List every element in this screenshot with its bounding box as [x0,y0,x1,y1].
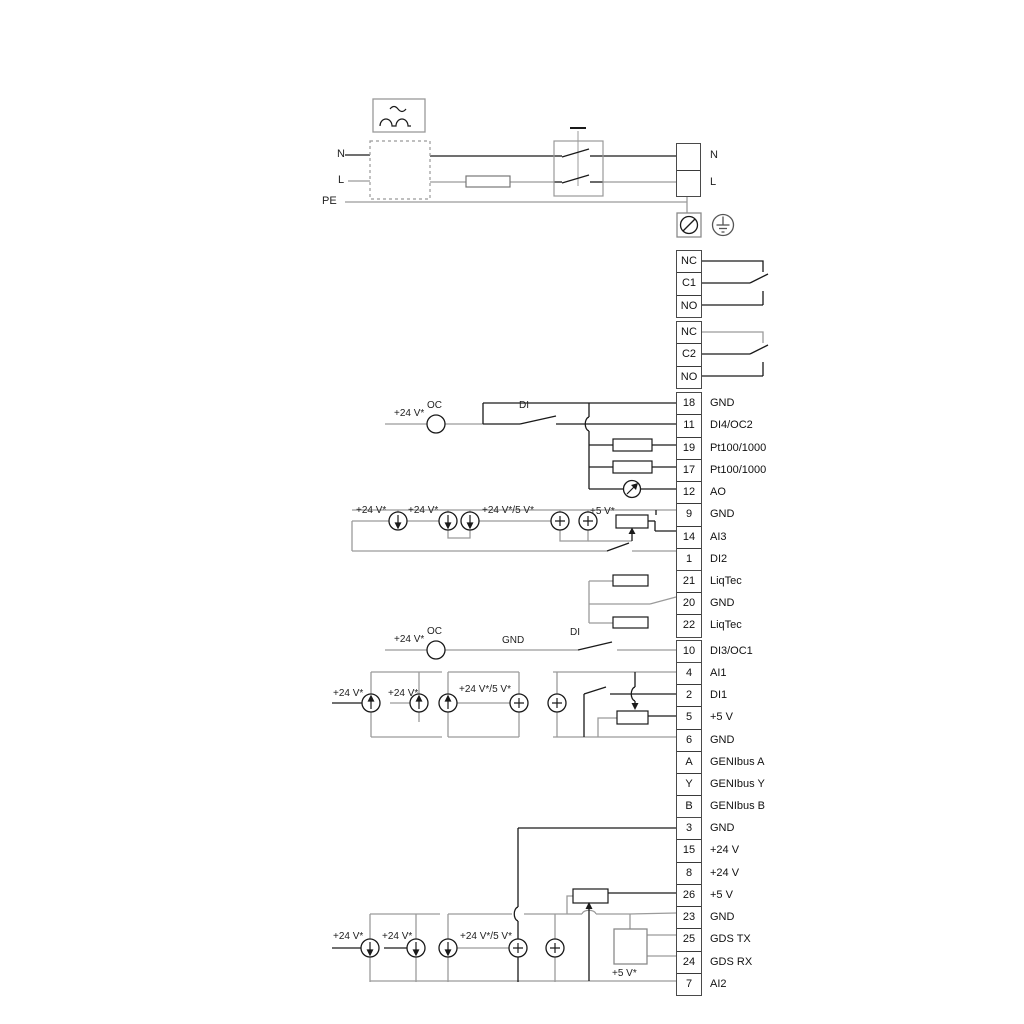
mains-l-label: L [338,174,345,186]
terminal-id: 23 [682,911,696,924]
v24-label: +24 V* [356,505,387,516]
oc-label: OC [427,626,442,637]
v24-label: +24 V* [333,931,364,942]
terminal-id: 2 [685,689,693,702]
terminal-id: 4 [685,667,693,679]
terminal-row [677,884,733,906]
meter-icon [624,481,641,498]
filter-dashed-box [370,141,430,199]
potentiometer-icon [616,515,648,528]
terminal-row [677,795,766,817]
terminal-l-label: L [710,176,717,188]
terminal-row [677,663,727,684]
terminal-block-io-lower [676,817,753,996]
resistor-icon [613,439,652,451]
terminal-id: 11 [683,419,695,432]
terminal-label: GND [710,508,735,521]
v24-label: +24 V* [408,505,439,516]
terminal-label: +5 V [710,888,733,901]
terminal-row [677,295,701,317]
terminal-block-di3 [676,640,753,663]
terminal-label: GENIbus Y [710,777,765,790]
v24-v5-label: +24 V*/5 V* [459,684,511,695]
terminal-id: 5 [685,711,693,724]
terminal-label: DI3/OC1 [710,645,753,657]
terminal-id: 24 [682,955,696,968]
terminal-id: 18 [682,397,696,409]
resistor-icon [613,461,652,473]
terminal-label: DI4/OC2 [710,419,753,432]
terminal-block-io-mid [676,662,766,818]
terminal-id: NO [680,299,698,312]
fuse-icon [466,176,510,187]
terminal-label: LiqTec [710,619,742,632]
terminal-row [677,818,735,839]
terminal-label: AO [710,486,726,499]
terminal-label: GDS TX [710,933,751,946]
v5-label: +5 V* [590,506,615,517]
v24-label: +24 V* [382,931,413,942]
terminal-id: C2 [681,348,697,361]
di-label: DI [570,627,580,638]
terminal-label: DI2 [710,553,728,566]
terminal-row [677,414,753,436]
terminal-label: LiqTec [710,575,742,587]
terminal-row [677,729,735,751]
terminal-row [677,144,700,170]
terminal-block-mains [676,143,701,197]
terminal-row [677,526,727,548]
terminal-row [677,366,701,388]
terminal-id: 21 [682,575,696,587]
terminal-id: NC [681,255,697,267]
terminal-row [677,548,728,570]
terminal-id: B [685,800,693,813]
terminal-row [677,322,701,343]
terminal-id: 7 [685,978,693,991]
terminal-id: 1 [685,553,693,566]
terminal-label: AI3 [710,530,727,543]
terminal-row [677,641,753,662]
terminal-label: GND [710,397,735,409]
terminal-row [677,839,740,861]
terminal-row [677,272,701,294]
terminal-id: 19 [682,441,696,454]
terminal-label: +24 V [710,866,740,879]
terminal-label: +5 V [710,711,733,724]
terminal-row [677,684,728,706]
terminal-block-io-upper [676,392,767,571]
terminal-label: GND [710,733,735,746]
terminal-row [677,571,742,592]
terminal-row [677,481,726,503]
gds-sensor-box [614,929,647,964]
terminal-row [677,706,733,728]
terminal-id: 22 [682,619,696,632]
di-label: DI [519,400,529,411]
current-source-down-icon [361,512,479,957]
potentiometer-icon [617,711,648,724]
v24-label: +24 V* [394,634,425,645]
terminal-label: GENIbus B [710,800,766,813]
terminal-row [677,928,751,950]
v24-v5-label: +24 V*/5 V* [482,505,534,516]
gnd-label: GND [502,635,525,646]
terminal-row [677,951,753,973]
terminal-id: 20 [682,597,696,610]
terminal-label: Pt100/1000 [710,441,767,454]
terminal-row [677,437,767,459]
terminal-id: 10 [682,645,696,657]
mains-n-label: N [337,148,345,160]
terminal-id: C1 [681,277,697,290]
terminal-row [677,592,735,614]
terminal-row [677,503,735,525]
terminal-id: 9 [685,508,693,521]
v24-label: +24 V* [388,688,419,699]
terminal-row [677,251,701,272]
terminal-block-liqtec [676,570,742,638]
terminal-row [677,343,701,365]
terminal-label: GND [710,597,735,610]
v24-label: +24 V* [333,688,364,699]
terminal-label: GND [710,911,735,924]
waveform-box-icon [373,99,425,132]
terminal-row [677,170,700,197]
terminal-id: 26 [682,888,696,901]
resistor-icon [613,617,648,628]
terminal-id: 25 [682,933,696,946]
terminal-row [677,973,727,995]
terminal-label: GDS RX [710,955,753,968]
terminal-row [677,773,765,795]
terminal-id: 8 [685,866,693,879]
oc-label: OC [427,400,442,411]
terminal-n-label: N [710,149,718,161]
v24-v5-label: +24 V*/5 V* [460,931,512,942]
terminal-label: GENIbus A [710,755,765,768]
terminal-row [677,459,767,481]
terminal-id: 3 [685,822,693,834]
terminal-id: NO [680,370,698,383]
terminal-id: NC [681,326,697,338]
resistor-icon [613,575,648,586]
terminal-id: 14 [682,530,696,543]
v24-label: +24 V* [394,408,425,419]
terminal-id: Y [685,777,693,790]
earth-ground-icon [713,215,734,236]
terminal-label: DI1 [710,689,728,702]
potentiometer-icon [573,889,608,903]
terminal-id: 6 [685,733,693,746]
mains-pe-label: PE [322,195,337,207]
terminal-label: Pt100/1000 [710,463,767,476]
terminal-label: +24 V [710,844,740,857]
terminal-block-relay2 [676,321,702,389]
v5-label: +5 V* [612,968,637,979]
terminal-row [677,614,742,636]
terminal-label: AI2 [710,978,727,991]
terminal-row [677,751,765,773]
terminal-label: AI1 [710,667,727,679]
terminal-block-relay1 [676,250,702,318]
terminal-label: GND [710,822,735,834]
terminal-id: 17 [682,463,696,476]
open-collector-icon [427,415,445,659]
terminal-row [677,906,735,928]
terminal-id: 12 [682,486,696,499]
terminal-id: 15 [682,844,696,857]
terminal-row [677,862,740,884]
terminal-id: A [685,755,693,768]
terminal-row [677,393,735,414]
